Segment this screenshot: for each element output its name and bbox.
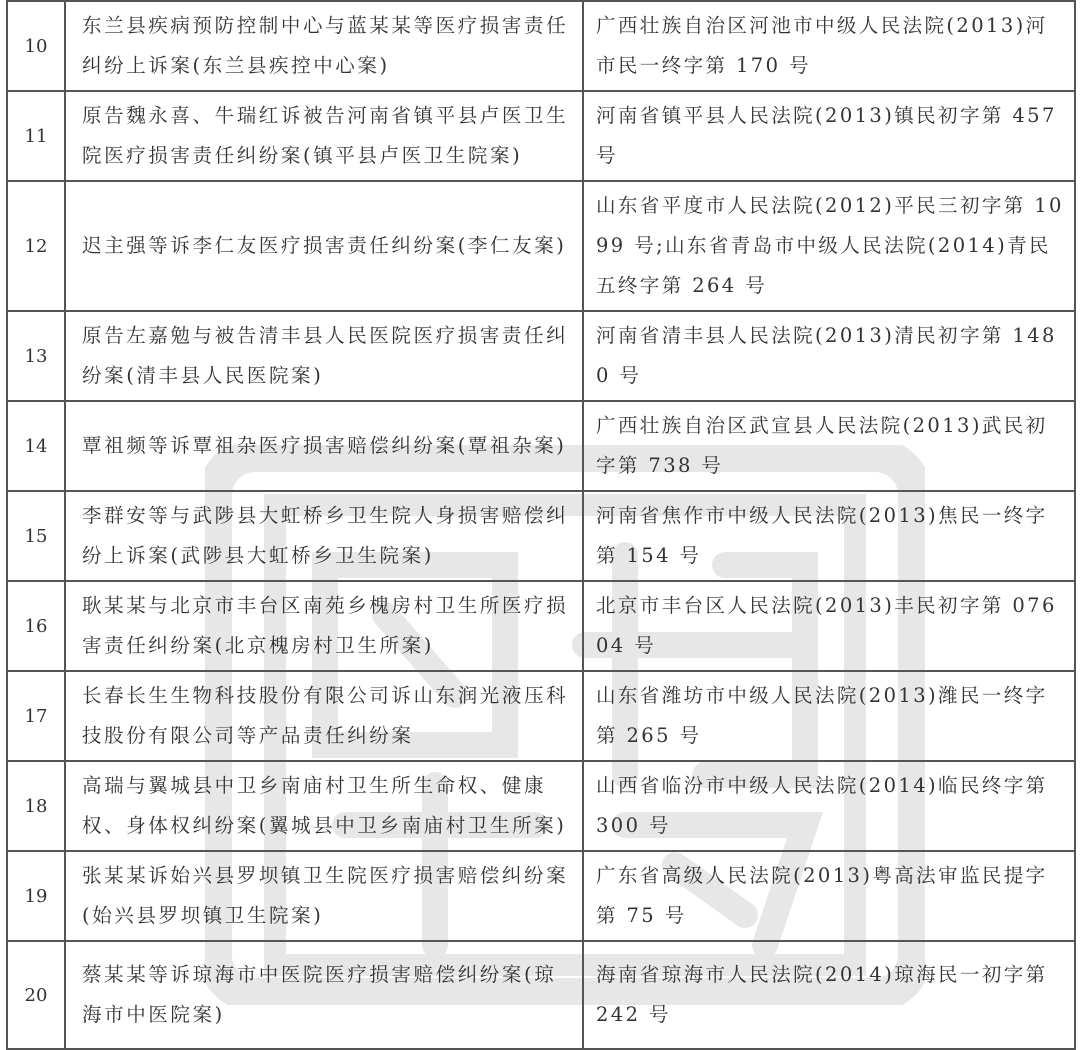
case-name: 蔡某某等诉琼海市中医院医疗损害赔偿纠纷案(琼海市中医院案) [65,941,583,1049]
table-row [7,671,1075,761]
court-reference: 河南省镇平县人民法院(2013)镇民初字第 457 号 [583,91,1075,181]
case-name: 长春长生生物科技股份有限公司诉山东润光液压科技股份有限公司等产品责任纠纷案 [65,671,583,761]
court-reference: 山东省潍坊市中级人民法院(2013)潍民一终字第 265 号 [583,671,1075,761]
court-reference: 山东省平度市人民法院(2012)平民三初字第 1099 号;山东省青岛市中级人民法院(2014)青民五终字第 264 号 [583,181,1075,311]
case-name: 东兰县疾病预防控制中心与蓝某某等医疗损害责任纠纷上诉案(东兰县疾控中心案) [65,1,583,91]
row-number: 19 [7,851,65,941]
case-table [6,0,1076,1050]
case-name: 原告魏永喜、牛瑞红诉被告河南省镇平县卢医卫生院医疗损害责任纠纷案(镇平县卢医卫生院案) [65,91,583,181]
row-number: 20 [7,941,65,1049]
court-reference: 海南省琼海市人民法院(2014)琼海民一初字第 242 号 [583,941,1075,1049]
row-number: 18 [7,761,65,851]
row-number: 17 [7,671,65,761]
table-row [7,311,1075,401]
case-name: 高瑞与翼城县中卫乡南庙村卫生所生命权、健康权、身体权纠纷案(翼城县中卫乡南庙村卫生所案) [65,761,583,851]
row-number: 11 [7,91,65,181]
table-row [7,181,1075,311]
court-reference: 河南省清丰县人民法院(2013)清民初字第 1480 号 [583,311,1075,401]
court-reference: 广西壮族自治区河池市中级人民法院(2013)河市民一终字第 170 号 [583,1,1075,91]
row-number: 10 [7,1,65,91]
case-name: 迟主强等诉李仁友医疗损害责任纠纷案(李仁友案) [65,181,583,311]
case-name: 原告左嘉勉与被告清丰县人民医院医疗损害责任纠纷案(清丰县人民医院案) [65,311,583,401]
row-number: 16 [7,581,65,671]
court-reference: 山西省临汾市中级人民法院(2014)临民终字第 300 号 [583,761,1075,851]
court-reference: 广西壮族自治区武宣县人民法院(2013)武民初字第 738 号 [583,401,1075,491]
row-number: 14 [7,401,65,491]
table-row [7,91,1075,181]
case-name: 耿某某与北京市丰台区南苑乡槐房村卫生所医疗损害责任纠纷案(北京槐房村卫生所案) [65,581,583,671]
case-name: 覃祖频等诉覃祖杂医疗损害赔偿纠纷案(覃祖杂案) [65,401,583,491]
table-row [7,851,1075,941]
table-row [7,581,1075,671]
row-number: 13 [7,311,65,401]
row-number: 12 [7,181,65,311]
table-row [7,491,1075,581]
table-row [7,1,1075,91]
table-row [7,941,1075,1049]
court-reference: 北京市丰台区人民法院(2013)丰民初字第 07604 号 [583,581,1075,671]
court-reference: 河南省焦作市中级人民法院(2013)焦民一终字第 154 号 [583,491,1075,581]
table-row [7,761,1075,851]
court-reference: 广东省高级人民法院(2013)粤高法审监民提字第 75 号 [583,851,1075,941]
case-name: 张某某诉始兴县罗坝镇卫生院医疗损害赔偿纠纷案(始兴县罗坝镇卫生院案) [65,851,583,941]
table-row [7,401,1075,491]
case-name: 李群安等与武陟县大虹桥乡卫生院人身损害赔偿纠纷上诉案(武陟县大虹桥乡卫生院案) [65,491,583,581]
row-number: 15 [7,491,65,581]
